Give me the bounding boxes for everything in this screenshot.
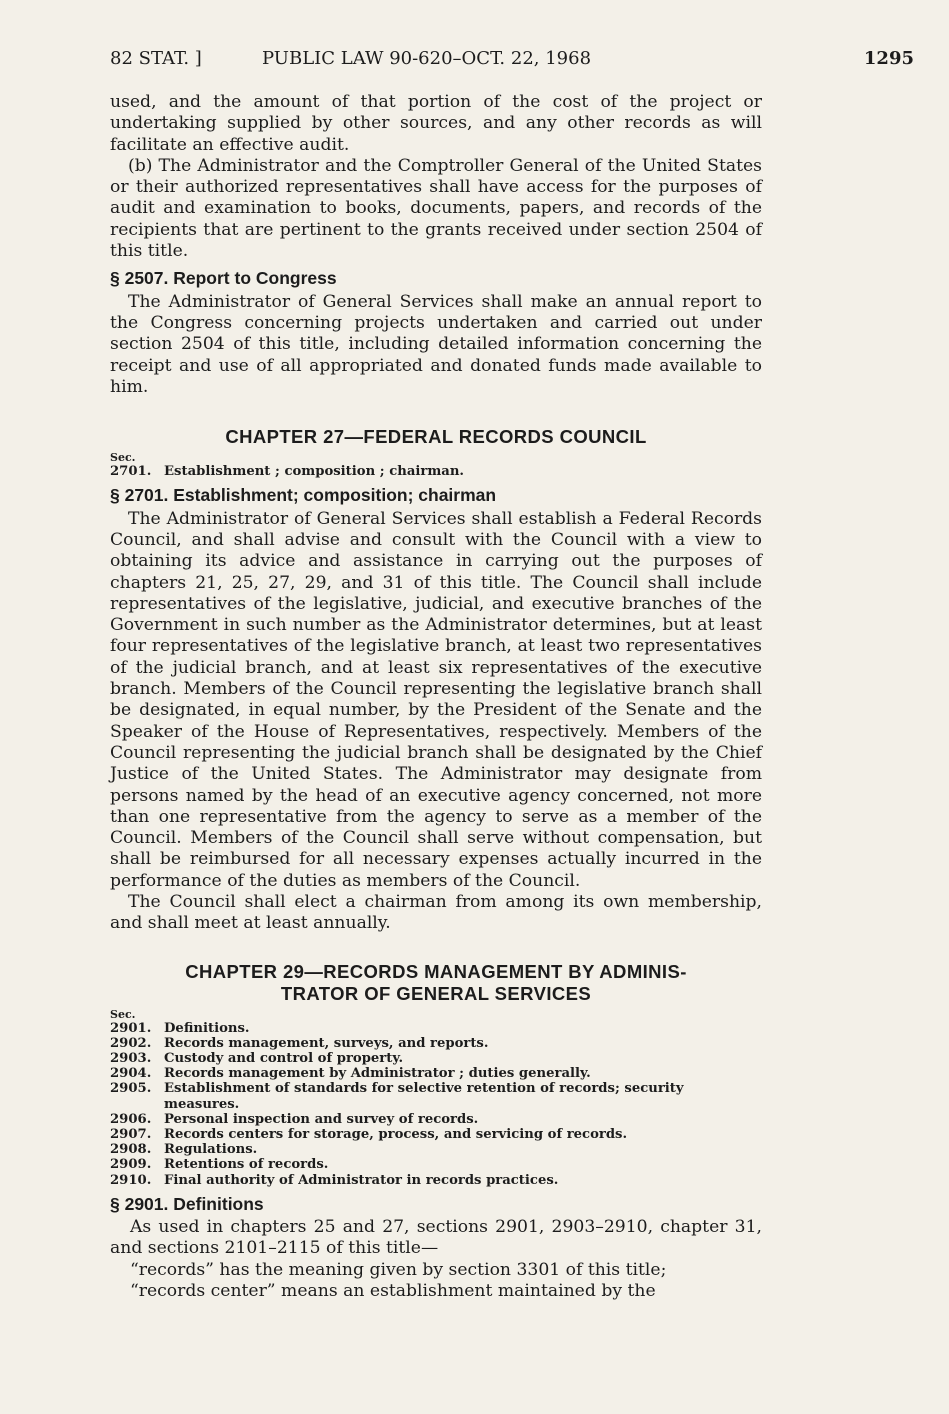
page-header bbox=[110, 48, 914, 74]
section-2701-paragraph-2: The Council shall elect a chairman from among its own membership, and shall meet at least annually. bbox=[110, 892, 762, 934]
page-body bbox=[110, 92, 762, 1302]
chapter-29-table-of-contents bbox=[110, 1021, 762, 1188]
toc-entry bbox=[110, 1036, 762, 1051]
toc-number: 2701. bbox=[110, 464, 152, 480]
section-2507-text: The Administrator of General Services shall make an annual report to the Congress concerning projects undertaken and carried out under section 2504 of this title, including detailed information concerning the receipt and use of all appropriated and donated funds made available to him. bbox=[110, 291, 762, 397]
statute-volume: 82 STAT. ] bbox=[110, 48, 202, 69]
toc-number: 2901. bbox=[110, 1020, 152, 1036]
paragraph-b: (b) The Administrator and the Comptroller General of the United States or their authorized representatives shall have access for the purposes of audit and examination to books, documents, papers, and records of the recipients that are pertinent to the grants received under section 2504 of this title. bbox=[110, 155, 762, 262]
toc-entry bbox=[110, 1157, 762, 1172]
toc-title: Custody and control of property. bbox=[164, 1051, 404, 1066]
definition-records-center: “records center” means an establishment maintained by the bbox=[130, 1281, 656, 1302]
toc-title: Definitions. bbox=[164, 1020, 250, 1036]
toc-title: Personal inspection and survey of records. bbox=[164, 1111, 479, 1127]
toc-entry bbox=[110, 1112, 762, 1127]
toc-title: Establishment ; composition ; chairman. bbox=[164, 464, 465, 480]
toc-title: Records centers for storage, process, and servicing of records. bbox=[164, 1127, 628, 1143]
chapter-29-sec-label: Sec. bbox=[110, 1007, 136, 1021]
toc-number: 2908. bbox=[110, 1142, 152, 1158]
toc-title: Final authority of Administrator in records practices. bbox=[164, 1172, 559, 1188]
toc-number: 2907. bbox=[110, 1127, 152, 1143]
toc-entry bbox=[110, 1051, 762, 1066]
chapter-27-heading: CHAPTER 27—FEDERAL RECORDS COUNCIL bbox=[225, 426, 647, 448]
chapter-27-sec-label: Sec. bbox=[110, 451, 136, 465]
running-title: PUBLIC LAW 90-620–OCT. 22, 1968 bbox=[262, 48, 592, 69]
toc-entry bbox=[110, 1142, 762, 1157]
section-2701-paragraph-1: The Administrator of General Services shall establish a Federal Records Council, and shall advise and consult with the Council with a view to obtaining its advice and assistance in carrying out the purposes of chapters 21, 25, 27, 29, and 31 of this title. The Council shall include representatives of the legislative, judicial, and executive branches of the Government in such number as the Administrator determines, but at least four representatives of the legislative branch, at least two representatives of the judicial branch, and at least six representatives of the executive branch. Members of the Council representing the legislative branch shall be designated, in equal number, by the President of the Senate and the Speaker of the House of Representatives, respectively. Members of the Council representing the judicial branch shall be designated by the Chief Justice of the United States. The Administrator may designate from persons named by the head of an executive agency concerned, not more than one representative from the agency to serve as a member of the Council. Members of the Council shall serve without compensation, but shall be reimbursed for all necessary expenses actually incurred in the performance of the duties as members of the Council. bbox=[110, 508, 762, 891]
toc-number: 2905. bbox=[110, 1081, 152, 1097]
chapter-29-heading bbox=[110, 961, 762, 1005]
page-number: 1295 bbox=[863, 48, 914, 69]
toc-entry bbox=[110, 1021, 762, 1036]
section-2901-heading: § 2901. Definitions bbox=[110, 1193, 264, 1214]
toc-title: Regulations. bbox=[164, 1142, 258, 1158]
section-2701-heading: § 2701. Establishment; composition; chairman bbox=[110, 485, 497, 506]
toc-entry bbox=[110, 1066, 762, 1081]
section-2901-intro: As used in chapters 25 and 27, sections 2901, 2903–2910, chapter 31, and sections 2101–2115 of this title— bbox=[110, 1217, 762, 1259]
toc-entry bbox=[110, 464, 762, 479]
toc-number: 2906. bbox=[110, 1111, 152, 1127]
toc-entry bbox=[110, 1127, 762, 1142]
toc-title: Records management by Administrator ; duties generally. bbox=[164, 1066, 591, 1082]
toc-entry bbox=[110, 1081, 762, 1111]
toc-title: Establishment of standards for selective retention of records; security measures. bbox=[164, 1081, 684, 1112]
definition-records: “records” has the meaning given by section 3301 of this title; bbox=[130, 1259, 667, 1280]
section-2507-heading: § 2507. Report to Congress bbox=[110, 268, 337, 289]
toc-number: 2903. bbox=[110, 1051, 152, 1066]
chapter-29-heading-line-1: CHAPTER 29—RECORDS MANAGEMENT BY ADMINIS- bbox=[185, 960, 687, 982]
chapter-27-table-of-contents bbox=[110, 464, 762, 479]
toc-number: 2904. bbox=[110, 1066, 152, 1082]
paragraph-continued: used, and the amount of that portion of the cost of the project or undertaking supplied by other sources, and any other records as will facilitate an effective audit. bbox=[110, 92, 762, 155]
toc-title: Records management, surveys, and reports. bbox=[164, 1035, 489, 1051]
toc-entry bbox=[110, 1173, 762, 1188]
section-2901-body bbox=[110, 1217, 762, 1302]
toc-number: 2909. bbox=[110, 1157, 152, 1173]
toc-number: 2910. bbox=[110, 1172, 152, 1188]
chapter-29-heading-line-2: TRATOR OF GENERAL SERVICES bbox=[280, 982, 592, 1004]
toc-title: Retentions of records. bbox=[164, 1157, 329, 1173]
toc-number: 2902. bbox=[110, 1035, 152, 1051]
